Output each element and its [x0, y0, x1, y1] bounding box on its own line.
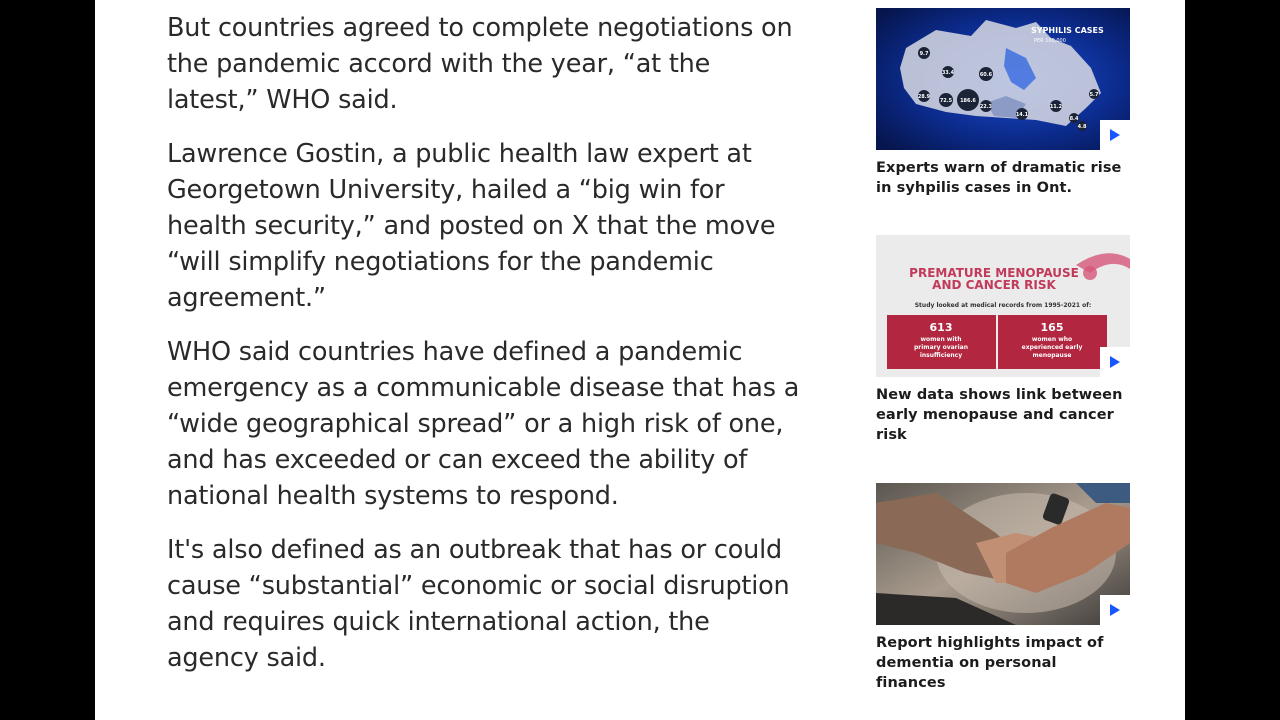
- map-value: 5.7: [1089, 92, 1099, 98]
- stat-label: women who: [1031, 336, 1073, 343]
- stat-label: menopause: [1032, 352, 1072, 359]
- article-paragraph: Lawrence Gostin, a public health law expert at Georgetown University, hailed a “big win for health security,” and posted on X that the move “will simplify negotiations for the pandemic agreement.”: [167, 139, 776, 313]
- video-title[interactable]: Report highlights impact of dementia on personal finances: [876, 635, 1104, 691]
- video-title[interactable]: New data shows link between early menopause and cancer risk: [876, 387, 1123, 443]
- video-card-menopause[interactable]: [876, 235, 1130, 445]
- holding-hands-image: [876, 483, 1130, 625]
- map-value: 11.2: [1049, 104, 1063, 110]
- map-value: 28.9: [917, 94, 931, 100]
- play-button[interactable]: [1100, 347, 1130, 377]
- syphilis-map-image: [876, 8, 1130, 150]
- play-icon: [1109, 128, 1121, 142]
- stat-label: insufficiency: [919, 352, 963, 359]
- map-value: 33.4: [941, 70, 955, 76]
- video-thumbnail[interactable]: [876, 235, 1130, 377]
- menopause-infographic-image: [876, 235, 1130, 377]
- map-value: 9.7: [919, 51, 929, 57]
- map-heading: SYPHILIS CASES: [1031, 26, 1104, 35]
- video-thumbnail[interactable]: [876, 483, 1130, 625]
- page: [95, 0, 1185, 720]
- article-paragraph: WHO said countries have defined a pandemic emergency as a communicable disease that has a “wide geographical spread” or a high risk of one, and has exceeded or can exceed the ability of national health systems to respond.: [167, 337, 800, 511]
- play-button[interactable]: [1100, 595, 1130, 625]
- map-value: 60.6: [979, 72, 993, 78]
- stat-value: 613: [929, 321, 953, 334]
- play-icon: [1109, 355, 1121, 369]
- video-card-syphilis[interactable]: [876, 8, 1130, 198]
- stat-label: primary ovarian: [914, 344, 968, 351]
- map-value: 14.1: [1015, 112, 1029, 118]
- article-paragraph: It's also defined as an outbreak that has or could cause “substantial” economic or social disruption and requires quick international action, the agency said.: [167, 535, 790, 673]
- map-value: 22.3: [979, 104, 993, 110]
- video-card-dementia[interactable]: [876, 483, 1130, 693]
- stat-label: women with: [920, 336, 962, 343]
- article-body: [167, 10, 807, 694]
- map-value: 186.6: [960, 98, 976, 104]
- play-button[interactable]: [1100, 120, 1130, 150]
- stat-value: 165: [1040, 321, 1064, 334]
- map-subheading: PER 100,000: [1034, 38, 1066, 44]
- video-title[interactable]: Experts warn of dramatic rise in syhpilis cases in Ont.: [876, 160, 1122, 196]
- map-value: 4.8: [1077, 124, 1087, 130]
- infographic-heading: AND CANCER RISK: [932, 278, 1056, 292]
- video-thumbnail[interactable]: [876, 8, 1130, 150]
- map-value: 72.5: [939, 98, 953, 104]
- infographic-subheading: Study looked at medical records from 1995-2021 of:: [914, 302, 1092, 309]
- infographic-heading: PREMATURE MENOPAUSE: [909, 266, 1079, 280]
- stat-label: experienced early: [1021, 344, 1083, 351]
- play-icon: [1109, 603, 1121, 617]
- article-paragraph: But countries agreed to complete negotiations on the pandemic accord with the year, “at the latest,” WHO said.: [167, 13, 793, 115]
- map-value: 8.4: [1069, 116, 1079, 122]
